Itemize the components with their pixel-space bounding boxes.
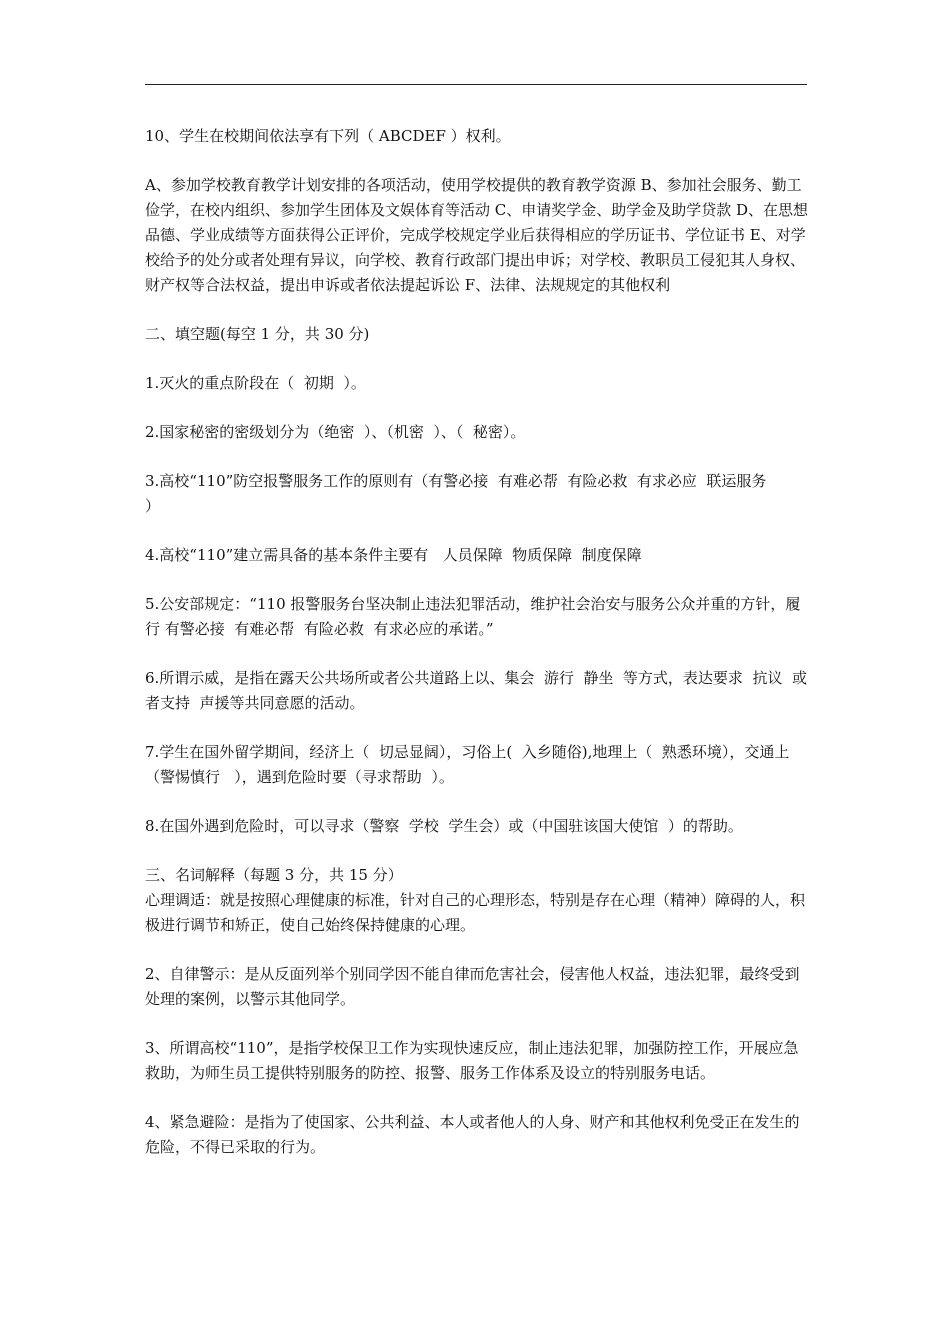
question-10: 10、学生在校期间依法享有下列（ ABCDEF ）权利。 bbox=[145, 127, 511, 145]
fill-item-3 bbox=[145, 469, 810, 519]
fill-item-4: 4.高校“110”建立需具备的基本条件主要有 人员保障 物质保障 制度保障 bbox=[145, 546, 642, 564]
document-body bbox=[145, 124, 810, 1184]
term-4: 4、紧急避险：是指为了使国家、公共利益、本人或者他人的人身、财产和其他权利免受正在发生的危险，不得已采取的行为。 bbox=[145, 1113, 800, 1156]
section-2-title: 二、填空题(每空 1 分，共 30 分) bbox=[145, 325, 370, 343]
section-3-title: 三、名词解释（每题 3 分，共 15 分） bbox=[145, 866, 403, 884]
term-3: 3、所谓高校“110”，是指学校保卫工作为实现快速反应，制止违法犯罪，加强防控工作，开展应急救助，为师生员工提供特别服务的防控、报警、服务工作体系及设立的特别服务电话。 bbox=[145, 1039, 799, 1082]
fill-item-7: 7.学生在国外留学期间，经济上（ 切忌显阔），习俗上( 入乡随俗),地理上（ 熟悉环境），交通上（警惕慎行 ），遇到危险时要（寻求帮助 ）。 bbox=[145, 743, 790, 786]
header-rule bbox=[145, 84, 807, 85]
term-2: 2、自律警示：是从反面列举个别同学因不能自律而危害社会，侵害他人权益，违法犯罪，最终受到处理的案例，以警示其他同学。 bbox=[145, 965, 800, 1008]
fill-item-6: 6.所谓示威，是指在露天公共场所或者公共道路上以、集会 游行 静坐 等方式，表达要求 抗议 或者支持 声援等共同意愿的活动。 bbox=[145, 669, 807, 712]
fill-item-5: 5.公安部规定：“110 报警服务台坚决制止违法犯罪活动，维护社会治安与服务公众并重的方针，履行 有警必接 有难必帮 有险必救 有求必应的承诺。” bbox=[145, 595, 801, 638]
term-1: 心理调适：就是按照心理健康的标准，针对自己的心理形态，特别是存在心理（精神）障碍的人，积极进行调节和矫正，使自己始终保持健康的心理。 bbox=[145, 891, 806, 934]
fill-item-1: 1.灭火的重点阶段在（ 初期 ）。 bbox=[145, 374, 366, 392]
fill-item-2: 2.国家秘密的密级划分为（绝密 ）、（机密 ）、（ 秘密）。 bbox=[145, 423, 526, 441]
question-10-options: A、参加学校教育教学计划安排的各项活动，使用学校提供的教育教学资源 B、参加社会服务、勤工俭学，在校内组织、参加学生团体及文娱体育等活动 C、申请奖学金、助学金及助学贷款 D、在思想品德、学业成绩等方面获得公正评价，完成学校规定学业后获得相应的学历证书、学位证书 E、对学校给予的处分或者处理有异议，向学校、教育行政部门提出申诉；对学校、教职员工侵犯其人身权、财产权等合法权益，提出申诉或者依法提起诉讼 F、法律、法规规定的其他权利 bbox=[145, 176, 809, 294]
fill-item-3-text: 3.高校“110”防空报警服务工作的原则有（有警必接 有难必帮 有险必救 有求必应 联运服务 bbox=[145, 472, 767, 490]
fill-item-8: 8.在国外遇到危险时，可以寻求（警察 学校 学生会）或（中国驻该国大使馆 ）的帮助。 bbox=[145, 817, 743, 835]
fill-item-3-close: ） bbox=[145, 497, 161, 515]
